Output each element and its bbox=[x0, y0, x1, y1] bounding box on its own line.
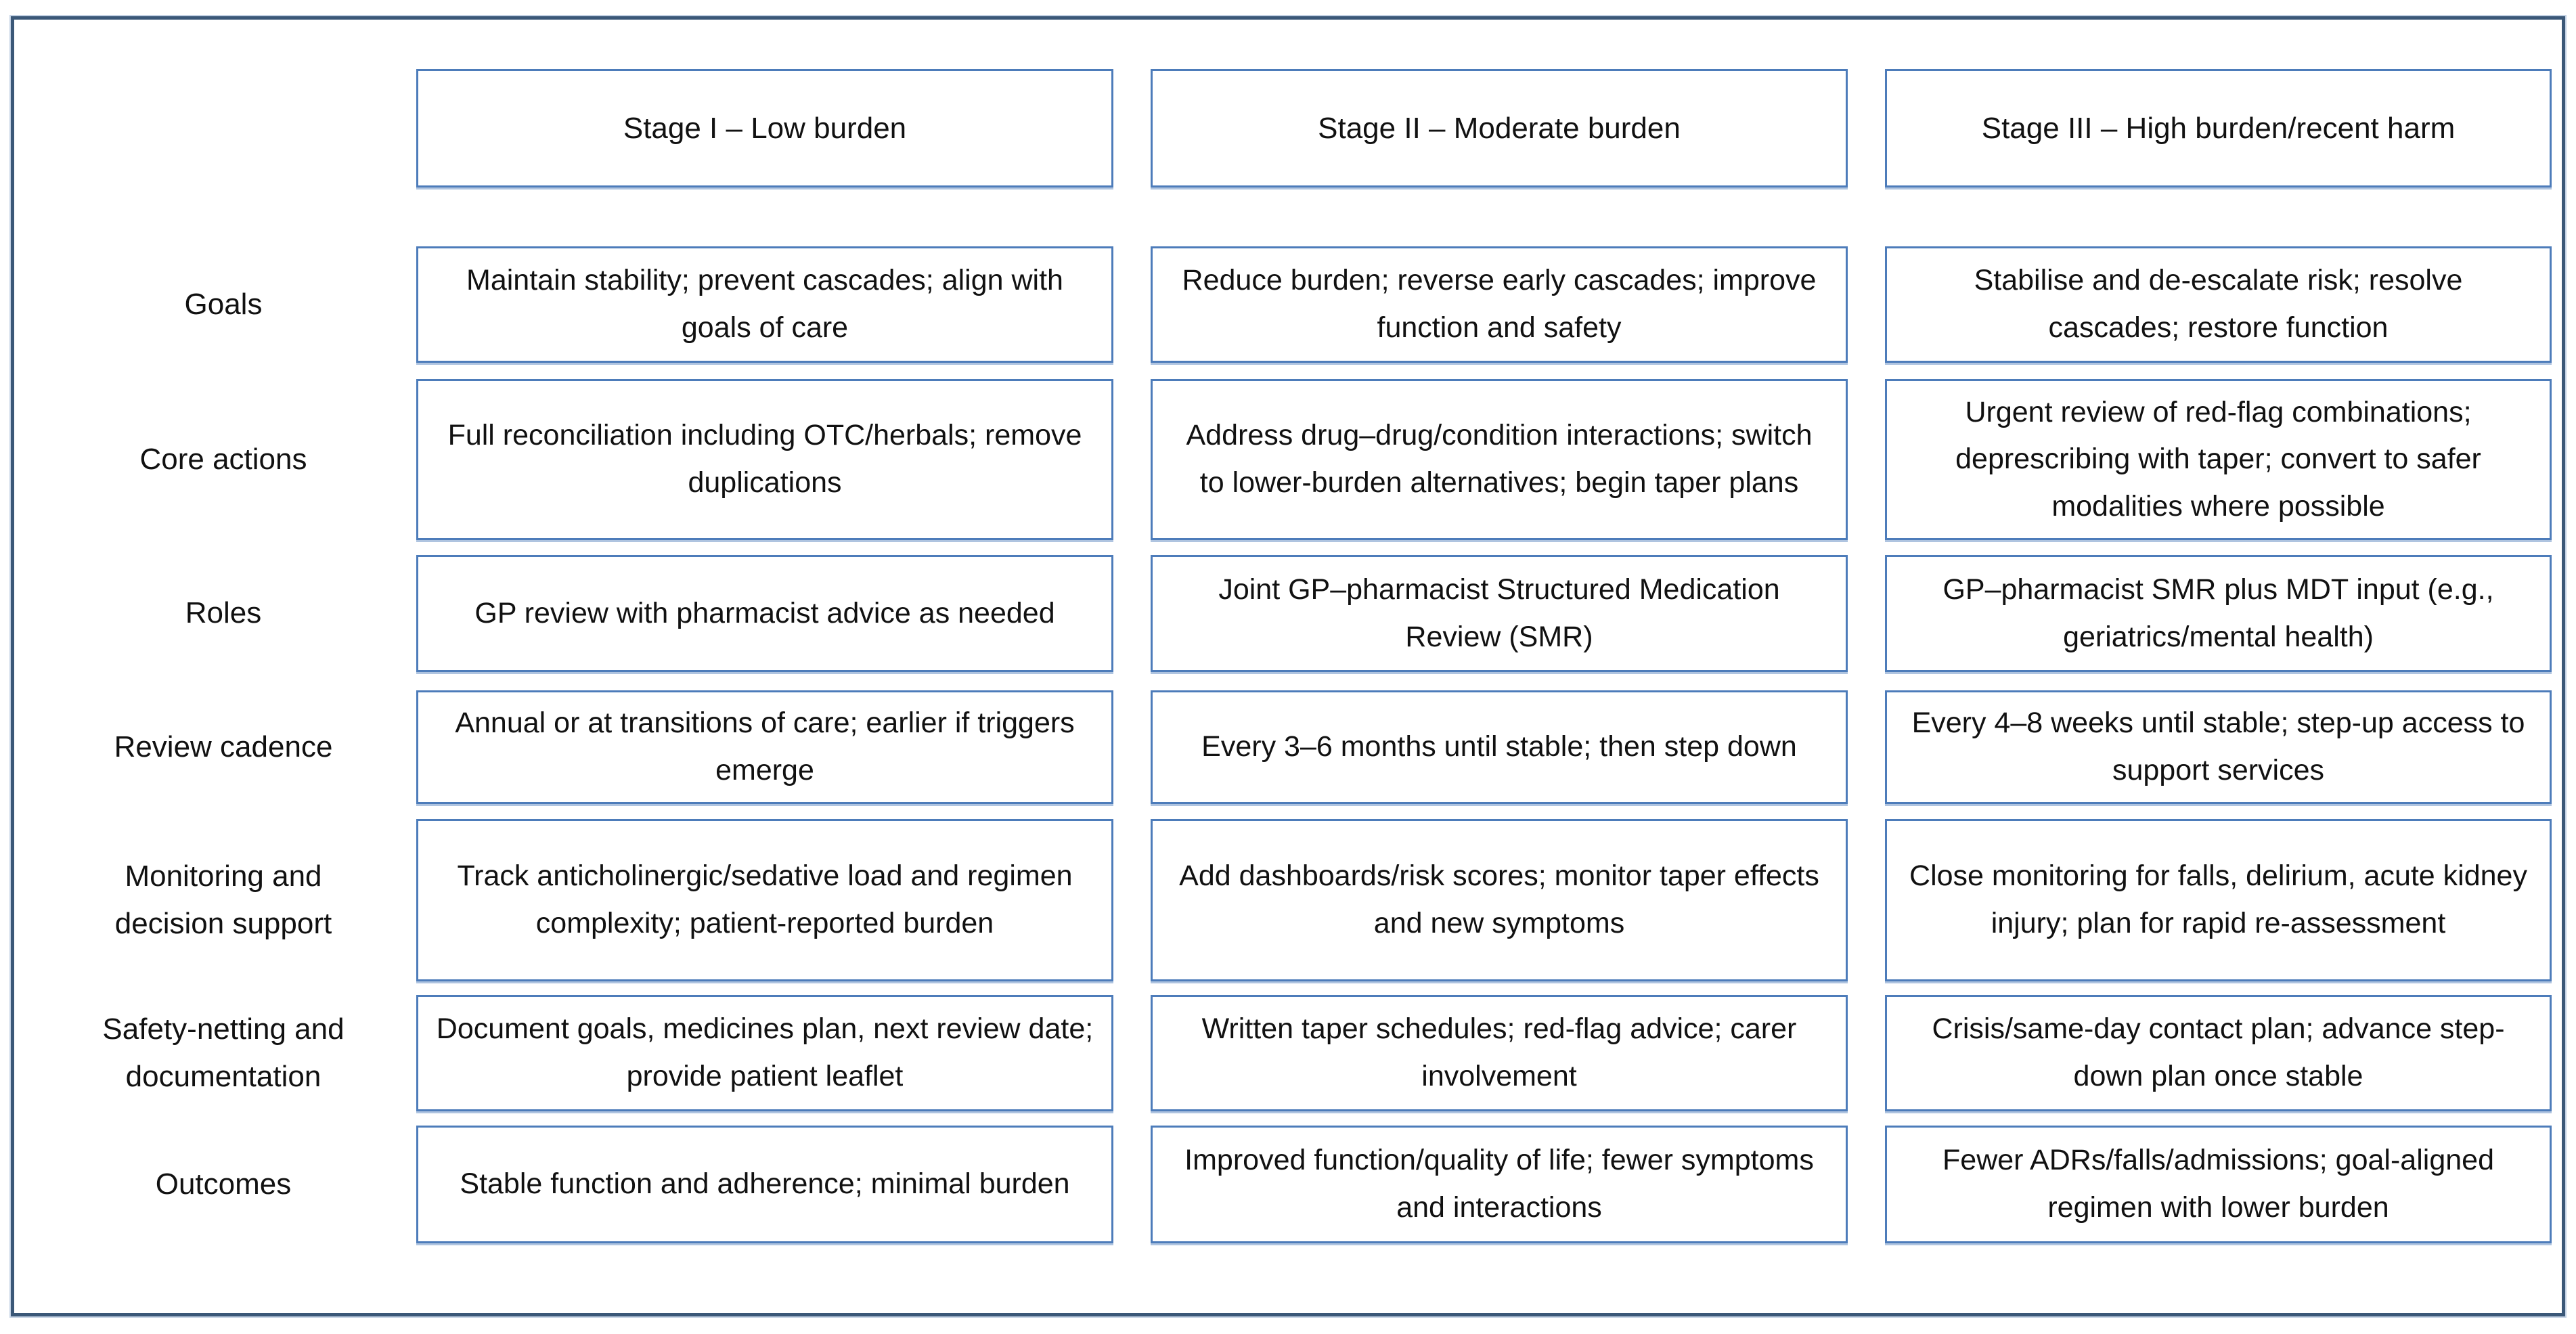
cell-goals-stage-1: Maintain stability; prevent cascades; align with goals of care bbox=[416, 246, 1113, 363]
row-label-goals: Goals bbox=[184, 287, 263, 321]
cell-safety-netting-stage-2: Written taper schedules; red-flag advice; carer involvement bbox=[1151, 995, 1848, 1111]
cell-core-actions-stage-3: Urgent review of red-flag combinations; deprescribing with taper; convert to safer modalities where possible bbox=[1885, 379, 2552, 540]
row-label-core-actions: Core actions bbox=[139, 442, 307, 476]
cell-core-actions-stage-1: Full reconciliation including OTC/herbals; remove duplications bbox=[416, 379, 1113, 540]
cell-review-cadence-stage-2: Every 3–6 months until stable; then step down bbox=[1151, 690, 1848, 804]
cell-goals-stage-3: Stabilise and de-escalate risk; resolve cascades; restore function bbox=[1885, 246, 2552, 363]
row-label-safety-netting: Safety-netting and documentation bbox=[102, 1012, 345, 1093]
cell-monitoring-stage-3: Close monitoring for falls, delirium, acute kidney injury; plan for rapid re-assessment bbox=[1885, 819, 2552, 981]
row-goals bbox=[68, 246, 2552, 363]
row-outcomes bbox=[68, 1126, 2552, 1243]
row-review-cadence bbox=[68, 690, 2552, 804]
cell-safety-netting-stage-1: Document goals, medicines plan, next review date; provide patient leaflet bbox=[416, 995, 1113, 1111]
cell-goals-stage-2: Reduce burden; reverse early cascades; improve function and safety bbox=[1151, 246, 1848, 363]
row-label-roles: Roles bbox=[185, 596, 262, 630]
matrix-content bbox=[68, 69, 2552, 1243]
cell-outcomes-stage-1: Stable function and adherence; minimal burden bbox=[416, 1126, 1113, 1243]
cell-monitoring-stage-2: Add dashboards/risk scores; monitor taper effects and new symptoms bbox=[1151, 819, 1848, 981]
cell-outcomes-stage-2: Improved function/quality of life; fewer symptoms and interactions bbox=[1151, 1126, 1848, 1243]
row-label-monitoring: Monitoring and decision support bbox=[114, 859, 332, 940]
row-monitoring bbox=[68, 819, 2552, 981]
column-header-stage-3: Stage III – High burden/recent harm bbox=[1885, 69, 2552, 187]
cell-outcomes-stage-3: Fewer ADRs/falls/admissions; goal-aligned regimen with lower burden bbox=[1885, 1126, 2552, 1243]
cell-roles-stage-1: GP review with pharmacist advice as needed bbox=[416, 555, 1113, 672]
cell-roles-stage-3: GP–pharmacist SMR plus MDT input (e.g., geriatrics/mental health) bbox=[1885, 555, 2552, 672]
cell-roles-stage-2: Joint GP–pharmacist Structured Medication Review (SMR) bbox=[1151, 555, 1848, 672]
row-core-actions bbox=[68, 379, 2552, 540]
header-label-spacer bbox=[68, 69, 379, 187]
row-label-review-cadence: Review cadence bbox=[114, 730, 333, 763]
cell-core-actions-stage-2: Address drug–drug/condition interactions; switch to lower-burden alternatives; begin taper plans bbox=[1151, 379, 1848, 540]
cell-safety-netting-stage-3: Crisis/same-day contact plan; advance step-down plan once stable bbox=[1885, 995, 2552, 1111]
column-header-stage-2: Stage II – Moderate burden bbox=[1151, 69, 1848, 187]
cell-monitoring-stage-1: Track anticholinergic/sedative load and regimen complexity; patient-reported burden bbox=[416, 819, 1113, 981]
cell-review-cadence-stage-1: Annual or at transitions of care; earlier if triggers emerge bbox=[416, 690, 1113, 804]
row-roles bbox=[68, 555, 2552, 672]
column-header-stage-1: Stage I – Low burden bbox=[416, 69, 1113, 187]
header-row bbox=[68, 69, 2552, 187]
row-safety-netting bbox=[68, 995, 2552, 1111]
cell-review-cadence-stage-3: Every 4–8 weeks until stable; step-up access to support services bbox=[1885, 690, 2552, 804]
row-label-outcomes: Outcomes bbox=[155, 1167, 292, 1201]
